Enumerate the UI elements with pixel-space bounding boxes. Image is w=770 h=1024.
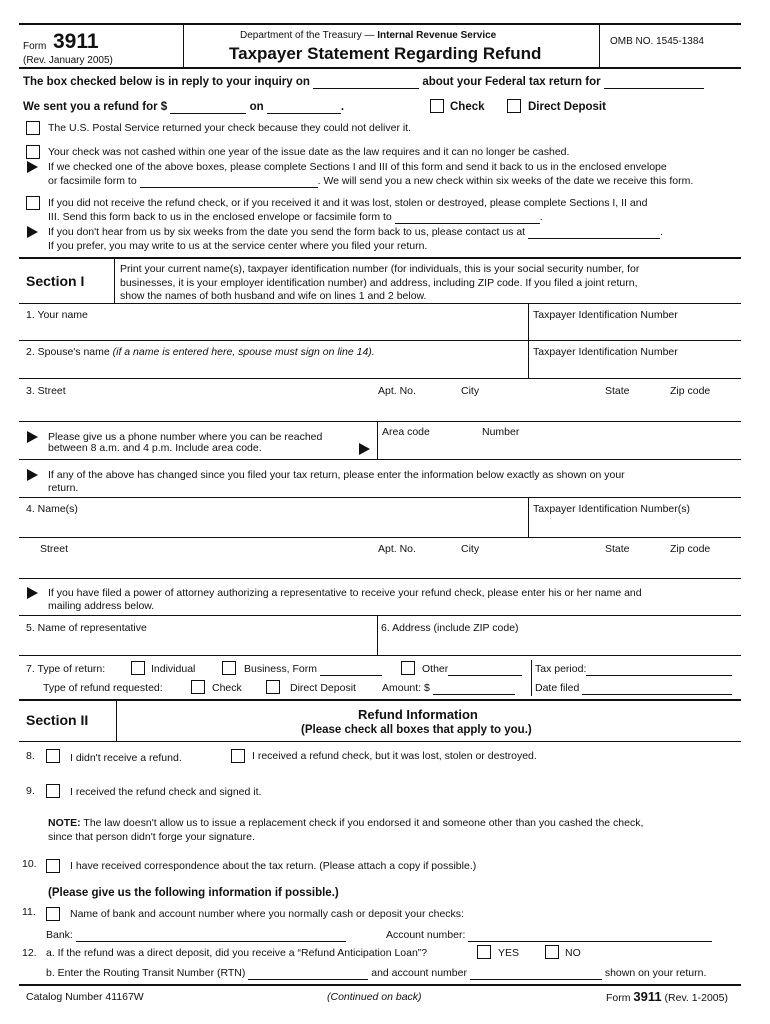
omb-number: OMB NO. 1545-1384 (610, 36, 704, 47)
phone-text-2: between 8 a.m. and 4 p.m. Include area code. (48, 442, 262, 454)
poa-text-2: mailing address below. (48, 600, 155, 612)
check-label: Check (450, 101, 485, 113)
date-filed-label: Date filed (535, 682, 732, 695)
refund-dd-label: Direct Deposit (290, 682, 356, 694)
not-cashed-checkbox[interactable] (26, 145, 40, 159)
info-heading: (Please give us the following information if possible.) (48, 887, 339, 899)
arrow-icon (27, 161, 38, 173)
form-title: Taxpayer Statement Regarding Refund (229, 44, 542, 63)
account-label: Account number: (386, 929, 712, 942)
direct-deposit-checkbox[interactable] (507, 99, 521, 113)
line-12-number: 12. (22, 947, 37, 959)
apt-label-2: Apt. No. (378, 543, 416, 555)
fax-number-field[interactable] (140, 176, 318, 188)
rtn-line: b. Enter the Routing Transit Number (RTN) and account number shown on your return. (46, 967, 707, 979)
postal-returned-text: The U.S. Postal Service returned your check because they could not deliver it. (48, 122, 412, 134)
if-checked-text-1: If we checked one of the above boxes, please complete Sections I and III of this form and send it back to us in the enclosed envelope (48, 161, 667, 173)
state-label-2: State (605, 543, 630, 555)
individual-label: Individual (151, 663, 196, 675)
section-1-instructions-2: businesses, it is your employer identification number) and address, including ZIP code. If you filed a joint return, (120, 277, 638, 289)
tax-period-field[interactable] (586, 664, 732, 676)
line-4-label: 4. Name(s) (26, 503, 78, 515)
state-label: State (605, 385, 630, 397)
area-code-label: Area code (382, 426, 430, 438)
line-7-label: 7. Type of return: (26, 663, 106, 675)
tax-period-label: Tax period: (535, 663, 732, 676)
refund-sent-line: We sent you a refund for $ on . (23, 101, 345, 113)
lost-refund-checkbox[interactable] (231, 749, 245, 763)
yes-checkbox[interactable] (477, 945, 491, 959)
no-refund-label: I didn't receive a refund. (70, 752, 182, 764)
continued-on-back: (Continued on back) (327, 991, 422, 1003)
signed-label: I received the refund check and signed it. (70, 786, 262, 798)
tins-label: Taxpayer Identification Number(s) (533, 503, 690, 515)
zip-label-2: Zip code (670, 543, 711, 555)
ral-question: a. If the refund was a direct deposit, did you receive a “Refund Anticipation Loan”? (46, 947, 428, 959)
arrow-icon (27, 226, 38, 238)
correspondence-checkbox[interactable] (46, 859, 60, 873)
arrow-icon (27, 469, 38, 481)
street-label: Street (40, 543, 69, 555)
line-1-label: 1. Your name (26, 309, 88, 321)
bank-instruction: Name of bank and account number where you normally cash or deposit your checks: (70, 908, 464, 920)
section-2-subtitle: (Please check all boxes that apply to you.) (301, 724, 532, 736)
phone-number-field[interactable] (378, 440, 740, 458)
other-label: Other (422, 663, 522, 676)
line-3-label: 3. Street (26, 385, 66, 397)
zip-label: Zip code (670, 385, 711, 397)
bank-field[interactable] (76, 930, 346, 942)
amount-field[interactable] (433, 683, 515, 695)
account-field[interactable] (468, 930, 712, 942)
your-name-field[interactable] (20, 304, 527, 340)
inquiry-line: The box checked below is in reply to your inquiry on about your Federal tax return for (23, 76, 704, 89)
arrow-icon (27, 431, 38, 443)
footer-form-id: Form 3911 (Rev. 1-2005) (606, 989, 728, 1004)
no-refund-checkbox[interactable] (46, 749, 60, 763)
business-form-field[interactable] (320, 664, 382, 676)
lost-fax-field[interactable] (395, 212, 540, 224)
refund-check-checkbox[interactable] (191, 680, 205, 694)
bank-checkbox[interactable] (46, 907, 60, 921)
line-11-number: 11. (22, 906, 36, 918)
city-label: City (461, 385, 480, 397)
city-label-2: City (461, 543, 480, 555)
department: Department of the Treasury — Internal Revenue Service (240, 30, 497, 41)
apt-label: Apt. No. (378, 385, 416, 397)
lost-text-1: If you did not receive the refund check, or if you received it and it was lost, stolen or destroyed, please complete Sections I, II and (48, 197, 648, 209)
revision-date: (Rev. January 2005) (23, 55, 113, 66)
form-word: Form (23, 41, 47, 52)
note-text-1: NOTE: The law doesn't allow us to issue a replacement check if you endorsed it and someone other than you cashed the check, (48, 817, 644, 829)
refund-dd-checkbox[interactable] (266, 680, 280, 694)
no-checkbox[interactable] (545, 945, 559, 959)
business-label: Business, Form (244, 663, 382, 676)
line-10-number: 10. (22, 858, 37, 870)
no-hear-text-1: If you don't hear from us by six weeks from the date you send the form back to us, please contact us at . (48, 226, 663, 238)
changed-text-1: If any of the above has changed since you filed your tax return, please enter the information below exactly as shown on your (48, 469, 625, 481)
yes-label: YES (498, 947, 520, 959)
catalog-number: Catalog Number 41167W (26, 991, 144, 1003)
rtn-field[interactable] (248, 968, 368, 980)
not-cashed-text: Your check was not cashed within one year of the issue date as the law requires and it can no longer be cashed. (48, 146, 570, 158)
lost-text-2: III. Send this form back to us in the enclosed envelope or facsimile form to . (48, 211, 543, 223)
not-received-checkbox[interactable] (26, 196, 40, 210)
line-9-number: 9. (26, 785, 35, 797)
line-2-label: 2. Spouse's name (if a name is entered here, spouse must sign on line 14). (26, 346, 375, 358)
check-checkbox[interactable] (430, 99, 444, 113)
tax-return-year-field[interactable] (604, 77, 704, 89)
lost-refund-label: I received a refund check, but it was lost, stolen or destroyed. (252, 750, 537, 762)
form-number: 3911 (53, 30, 99, 53)
line-5-label: 5. Name of representative (26, 622, 147, 634)
bank-label: Bank: (46, 929, 346, 942)
section-1-instructions-1: Print your current name(s), taxpayer identification number (for individuals, this is your social security number, for (120, 263, 640, 275)
section-1-instructions-3: show the names of both husband and wife on lines 1 and 2 below. (120, 290, 427, 302)
amount-label: Amount: $ (382, 682, 515, 695)
no-hear-text-2: If you prefer, you may write to us at the service center where you filed your return. (48, 240, 428, 252)
signed-checkbox[interactable] (46, 784, 60, 798)
inquiry-date-field[interactable] (313, 77, 419, 89)
other-checkbox[interactable] (401, 661, 415, 675)
contact-field[interactable] (528, 227, 660, 239)
individual-checkbox[interactable] (131, 661, 145, 675)
refund-type-label: Type of refund requested: (43, 682, 163, 694)
other-field[interactable] (448, 664, 522, 676)
section-2-title: Refund Information (358, 707, 478, 722)
if-checked-text-2: or facsimile form to . We will send you a new check within six weeks of the date we receive this form. (48, 175, 694, 187)
rtn-account-field[interactable] (470, 968, 602, 980)
arrow-icon (27, 587, 38, 599)
poa-text-1: If you have filed a power of attorney authorizing a representative to receive your refund check, please enter his or her name and (48, 587, 642, 599)
postal-returned-checkbox[interactable] (26, 121, 40, 135)
direct-deposit-label: Direct Deposit (528, 101, 606, 113)
no-label: NO (565, 947, 581, 959)
refund-amount-field[interactable] (170, 102, 246, 114)
refund-date-field[interactable] (267, 102, 341, 114)
line-8-number: 8. (26, 750, 35, 762)
changed-text-2: return. (48, 482, 79, 494)
phone-text-1: Please give us a phone number where you can be reached (48, 431, 323, 443)
line-6-label: 6. Address (include ZIP code) (381, 622, 519, 634)
correspondence-label: I have received correspondence about the tax return. (Please attach a copy if possible.) (70, 860, 477, 872)
spouse-tin-label: Taxpayer Identification Number (533, 346, 678, 358)
tin-label: Taxpayer Identification Number (533, 309, 678, 321)
business-checkbox[interactable] (222, 661, 236, 675)
refund-check-label: Check (212, 682, 242, 694)
arrow-icon (359, 443, 370, 455)
section-2-label: Section II (26, 712, 89, 728)
note-text-2: since that person didn't forge your signature. (48, 831, 255, 843)
date-filed-field[interactable] (582, 683, 732, 695)
number-label: Number (482, 426, 520, 438)
section-1-label: Section I (26, 273, 85, 289)
